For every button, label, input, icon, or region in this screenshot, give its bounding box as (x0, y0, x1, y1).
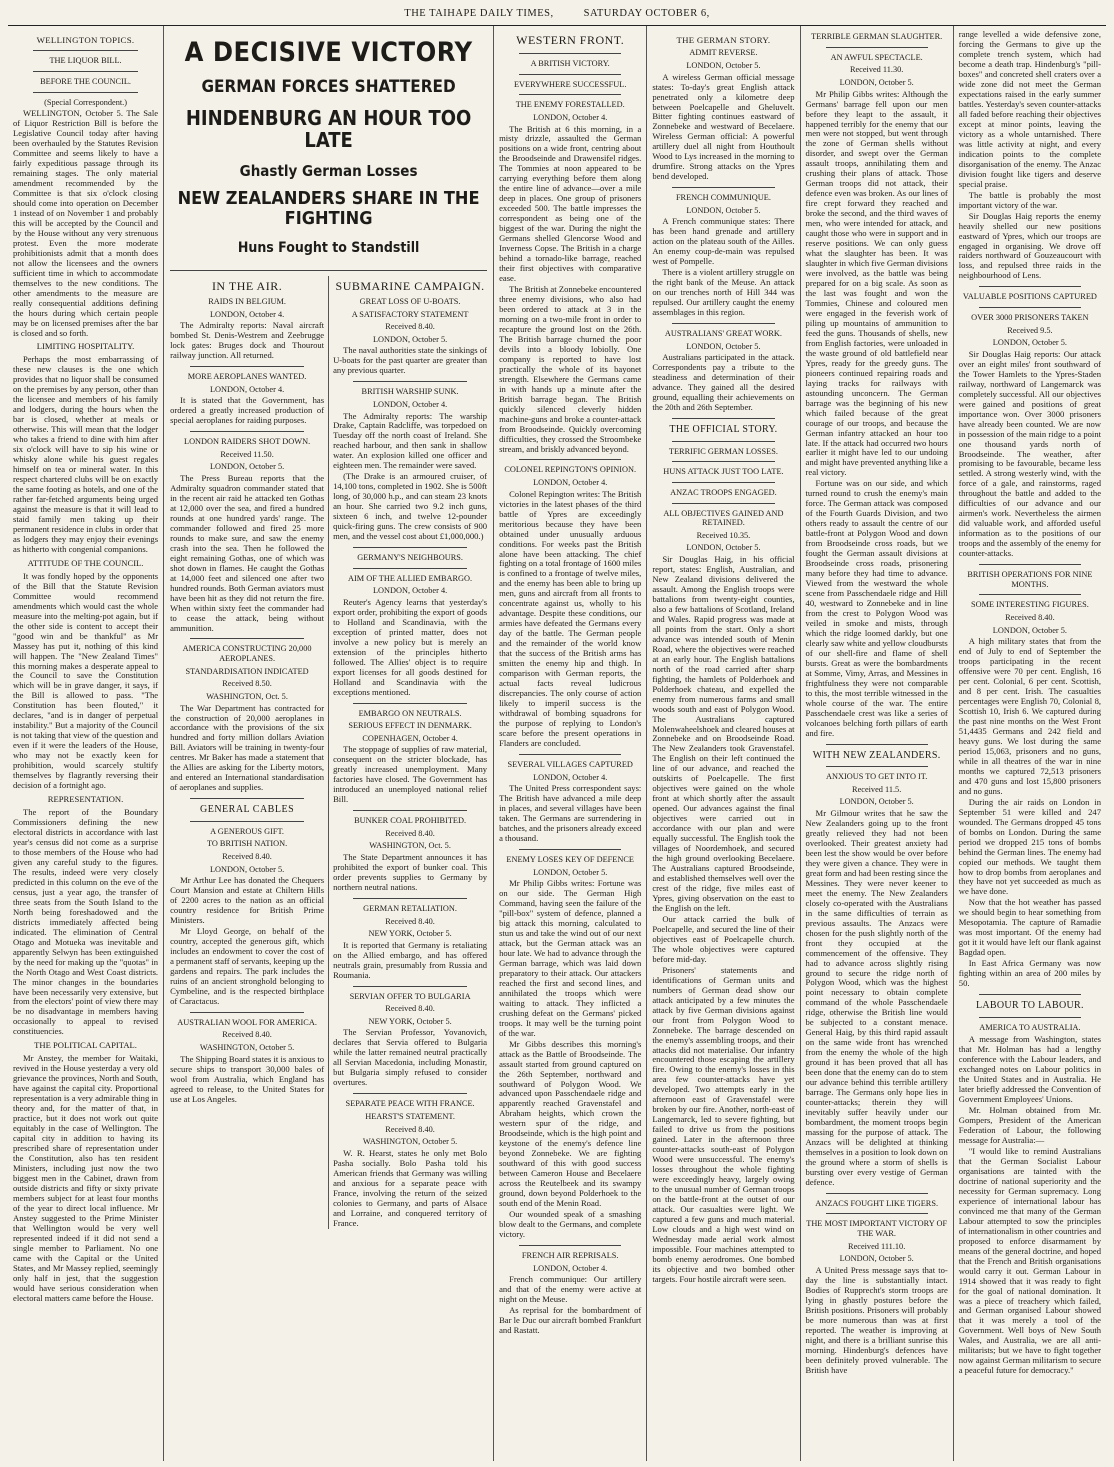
dateline: LONDON, October 4. (533, 478, 608, 488)
column-decisive-victory (164, 26, 494, 1461)
divider (672, 503, 774, 504)
divider (353, 1093, 467, 1094)
divider (353, 547, 467, 548)
divider (190, 798, 304, 799)
paragraph: Mr Philip Gibbs writes: Fortune was on our side. The German High Command, having seen the failure of the "pill-box" system of defence, planned a big attack this morning, calculated to stun us and take the wind out of our next attack, but the German attack was an hour late. We had to advance through the German barrage, which was laid down preparatory to their attack. Our attackers reached the first and second lines, and annihilated the troops which were waiting to attack. They inflicted a crushing defeat on the Germans' picked troops. It may well be the turning point of the war. (499, 878, 642, 1038)
paragraph: The Servian Professor, Yovanovich, declares that Servia offered to Bulgaria while the latter remained neutral practically all Servian Macedonia, including Monastir, but Bulgaria simply refused to consider overtures. (333, 1027, 488, 1088)
received-line: Received 8.40. (222, 1030, 272, 1040)
paragraph: (The Drake is an armoured cruiser, of 14,100 tons, completed in 1902. She is 500ft long, of 30,000 h.p., and can steam 23 knots an hour. She carried two 9.2 inch guns, sixteen 6 inch, and twelve 12-pounder quick-firing guns. The crew consists of 900 men, and the vessel cost about £1,000,000.) (333, 471, 488, 542)
divider (672, 441, 774, 442)
paragraph: It is stated that the Government, has ordered a greatly increased production of special aeroplanes for raiding purposes. (170, 395, 325, 426)
dateline: LONDON, October 5. (686, 205, 761, 215)
subheading: THE LIQUOR BILL. (49, 56, 122, 66)
received-line: Received 111.10. (848, 1241, 906, 1251)
paragraph: The Admiralty reports: Naval aircraft bombed St. Denis-Westrem and Zeebrugge lock gates: Bruges dock and Thourout railway junction. All returned. (170, 320, 325, 361)
dateline: NEW YORK, October 5. (368, 929, 452, 939)
subheading: AN AWFUL SPECTACLE. (830, 52, 923, 62)
dateline: WASHINGTON, October 5. (199, 1043, 295, 1053)
subheading: STANDARDISATION INDICATED (185, 666, 309, 676)
paragraph: Australians participated in the attack. Correspondents pay a tribute to the steadiness and determination of their advance. They gained all the desired ground, equalling their achievements on the 20th and 26th September. (652, 352, 795, 413)
subheading: LONDON RAIDERS SHOT DOWN. (184, 437, 311, 447)
subheading: AMERICA TO AUSTRALIA. (979, 1022, 1081, 1032)
subheading: SEVERAL VILLAGES CAPTURED (507, 759, 633, 769)
paragraph: In East Africa Germany was now fighting within an area of 200 miles by 50. (958, 958, 1102, 989)
divider (672, 418, 774, 419)
paragraph: Mr. Holman obtained from Mr. Gompers, President of the American Federation of Labour, the following message for Australia:— (958, 1105, 1102, 1146)
paragraph: The report of the Boundary Commissioners defining the new electoral districts in accordance with last year's census did not come as a surprise to those members of the House who had given any careful study to the figures. The results, indeed were very closely predicted in this column on the eve of the census, just a year ago, the transfer of three seats from the South Island to the North being foreshadowed and the districts immediately affected being indicated. The elimination of Central Otago and Motueka was inevitable and apparently Selwyn has been extinguished by the need for making up the "quotas" in the North Otago and West Coast districts. The minor changes in the boundaries have been necessarily very extensive, but from the electors' point of view there may be no disadvantage in members having occasionally to appeal to revised constituencies. (13, 807, 159, 1037)
paragraph: It was fondly hoped by the opponents of the Bill that the Statute Revision Committee would recommend amendments which would cast the whole measure into the melting-pot again, but if the other side is content to accept their "good win and be thankful" as Mr Massey has put it, nothing of this kind will happen. The "New Zealand Times" this morning makes a desperate appeal to the Council to save the Constitution which will be in grave danger, it says, if the Bill is allowed to pass. "The Constitution has been flouted," it declares, "and is in danger of perpetual instability." But a majority of the Council is not taking that view of the question and even if it were the leaders of the House, who may not be exactly keen for prohibition, would scarcely stultify themselves by flagrantly reversing their decision of a fortnight ago. (13, 570, 159, 791)
divider (190, 1012, 304, 1013)
paragraph: Sir Douglas Haig reports: Our attack over an eight miles' front southward of the Tower Hamlets to the Ypres-Staden railway, northward of Langemarck was completely successful. All our objectives were gained and positions of great importance won. Over 3000 prisoners have already been counted. We are now in possession of the main ridge to a point one thousand yards north of Broodseinde. The weather, after promising to be favourable, became less settled. A strong westerly wind, with the force of a gale, and rainstorms, raged throughout the battle and added to the difficulties of our advance and our airmen's work. Nevertheless the airmen did valuable work, and afforded useful information as to the positions of our troops and the assembly of the enemy for counter-attacks. (958, 348, 1102, 559)
subheading: ADMIT REVERSE. (689, 48, 758, 58)
subheading: AMERICA CONSTRUCTING 20,000 AEROPLANES. (182, 644, 312, 664)
dateline: LONDON, October 5. (209, 864, 285, 874)
divider (826, 1213, 928, 1214)
columns (8, 26, 1106, 1461)
divider (826, 47, 928, 48)
subheading: ANZAC TROOPS ENGAGED. (670, 488, 777, 497)
divider (979, 1017, 1081, 1018)
subheading: AUSTRALIAN WOOL FOR AMERICA. (177, 1017, 317, 1027)
headline-ghastly-losses: Ghastly German Losses (239, 161, 418, 180)
subheading: A BRITISH VICTORY. (530, 59, 610, 69)
section-heading: SUBMARINE CAMPAIGN. (335, 279, 485, 294)
subcolumn-air (170, 276, 329, 1229)
divider (672, 323, 774, 324)
section-heading: THE GERMAN STORY. (676, 35, 771, 46)
section-heading: WESTERN FRONT. (516, 33, 625, 48)
paragraph: Now that the hot weather has passed we should begin to hear something from Mesopotamia. The capture of Ramadie was most important. Of the enemy had got it it would have left our flank against Bagdad open. (958, 897, 1102, 958)
dateline: LONDON, October 5. (372, 334, 448, 344)
dateline: LONDON, October 5. (839, 797, 914, 807)
received-line: Received 11.5. (852, 784, 902, 794)
divider (353, 568, 467, 569)
section-heading: IN THE AIR. (211, 279, 283, 294)
dateline: LONDON, October 5. (992, 625, 1067, 635)
divider (519, 849, 621, 850)
divider (672, 187, 774, 188)
column-western-front (494, 26, 647, 1461)
dateline: LONDON, October 5. (533, 867, 608, 877)
divider (353, 381, 467, 382)
paragraph: WELLINGTON, October 5. The Sale of Liquor Restriction Bill is before the Legislative Council today after having been overhauled by the Statutes Revision Committee and seems likely to have a fairly expeditious passage through its remaining stages. The only material amendment recommended by the Committee is that six o'clock closing should come into operation on December 1 instead of on November 1 and probably this will be accepted by the Council and by the House without any very strenuous protest. Even the more moderate prohibitionists admit that a month does not allow the licensees and the owners sufficient time in which to accommodate themselves to the new conditions. The other amendments to the measure are really consequential additions defining the hours during which certain people may be on licensed premises after the bar is closed and so forth. (13, 108, 159, 338)
divider (672, 461, 774, 462)
subheading: SEPARATE PEACE WITH FRANCE. (345, 1099, 475, 1109)
received-line: Received 8.40. (385, 828, 435, 838)
subheading: TERRIBLE GERMAN SLAUGHTER. (811, 32, 943, 42)
dateline: LONDON, October 4. (209, 309, 285, 319)
divider (190, 366, 304, 367)
received-line: Received 8.40. (222, 852, 272, 862)
paragraph: A high military states that from the end of July to end of September the troops participating in the recent offensive were 70 per cent. English, 16 per cent. Colonial, 6 per cent. Scottish, and 8 per cent. Irish. The casualties percentages were English 70, Colonial 8, Scottish 10, Irish 6. We captured during the past nine months on the West Front 51,4435 Germans and 242 field and heavy guns. We lost during the same period 15,063, prisoners and no guns, while in all theatres of the war in nine months we captured 72,513 prisoners and 470 guns and lost 15,800 prisoners and no guns. (958, 636, 1102, 796)
subheading: SERVIAN OFFER TO BULGARIA (349, 991, 471, 1001)
paragraph: Sir Douglas Haig reports the enemy heavily shelled our new positions eastward of Ypres, which our troops are engaged in organising. We drove off raiders northward of Gouzeaucourt with loss, and repulsed three raids in the neighbourhood of Lens. (958, 210, 1102, 281)
paragraph: Mr Arthur Lee has donated the Chequers Court Mansion and estate at Chiltern Hills of 2200 acres to the nation as an official country residence for British Prime Ministers. (170, 875, 325, 926)
divider (190, 638, 304, 639)
dateline: LONDON, October 4. (372, 399, 448, 409)
divider (353, 703, 467, 704)
subheading: AUSTRALIANS' GREAT WORK. (664, 329, 782, 339)
subheading: SERIOUS EFFECT IN DENMARK. (348, 721, 472, 731)
divider (170, 270, 487, 271)
subheading: GREAT LOSS OF U-BOATS. (359, 296, 461, 306)
received-line: Received 9.5. (1007, 325, 1053, 335)
paragraph: The United Press correspondent says: The British have advanced a mile deep in places, and several villages have been taken. The Germans are surrendering in batches, and the prisoners already exceed a thousand. (499, 783, 642, 843)
subheading: REPRESENTATION. (47, 794, 124, 805)
subheading: ANXIOUS TO GET INTO IT. (826, 772, 928, 782)
subcolumn-submarine (329, 276, 487, 1229)
paragraph: Fortune was on our side, and which turned round to crush the enemy's main force. The German attack was composed of the Fourth Guards Division, and two others ready to assault the centre of our battle-front at Polygon Wood and down from Broodseinde cross roads, but we fought the German assault divisions at Broodseinde cross roads, prisonering many before they had time to advance. Viewed from the westward the whole scene from Passchendaele ridge and Hill 40, westward to Zonnebeke and in line from the crest to Polygon Wood was veiled in smoke and mists, through which the ridge loomed darkly, but one clearly saw white and yellow cloudbursts of our shell-fire and flame of shell bursts. Great as were the bombardments at Somme, Vimy, Arras, and Messines in frightfulness they were not comparable to this, the most terrible witnessed in the whole course of the war. The entire Passchendaele crest was like a series of volcanoes belching forth pillars of earth and fire. (805, 478, 948, 738)
subheading: BRITISH OPERATIONS FOR NINE MONTHS. (967, 570, 1093, 589)
divider (979, 994, 1081, 995)
dateline: LONDON, October 4. (372, 586, 448, 596)
received-line: Received 8.40. (385, 322, 435, 332)
paragraph: Mr Philip Gibbs writes: Although the Germans' barrage fell upon our men before they leapt to the assault, it happened terribly for the enemy that our men were not stopped, but went through the zone of German shells without disorder, and swept over the German assault troops, annihilating them and crushing their plans of attack. Those German troops did not attack, their defence even was broken. As our lines of fire crept forward they reached and broke the second, and the third waves of men, who were intended for attack, and caught those who were in support and in reserve positions. We can only guess what the slaughter has been. It was slaughter in which five German divisions were involved, as the battle was being prepared for on a big scale. As soon as the last was fought and won the Tommies, Chinese and coloured men were engaged in the feverish work of piling up mountains of ammunition to feed the guns. Thousands of shells, new from English factories, were unloaded in the waste ground of old battlefield near Ypres, ready for the greedy guns. The pioneers continued repairing roads and laying tracks for railways with astounding unconcern. The German barrage was the beginning of his new which failed because of the great courage of our troops, and because the German infantry attacked an hour too late. If the attack had occurred two hours earlier it might have led to our undoing and might have prevented anything like a real victory. (805, 88, 948, 478)
paragraph: Colonel Repington writes: The British victories in the latest phases of the third battle of Ypres are exceedingly meritorious because they have been obtained under unusually arduous conditions. For weeks past the British alone have been attacking. The chief fighting on a total frontage of 1600 miles is confined to a frontage of twelve miles, and the enemy has been able to bring up men, guns and aircraft from all fronts to concentrate against us, wholly to his advantage. Despite these conditions, our armies have defeated the Germans every day of the battle. The German people and the remainder of the world know that the success of the British arms has smitten the enemy hip and thigh. In comparison with German reports, the actual facts reveal ludicrous discrepancies. The only course of action likely to imperil success is the withdrawal of bombing squadrons for the purpose of replying to London's scare before the present operations in Flanders are concluded. (499, 488, 642, 748)
correspondent-line: (Special Correspondent.) (44, 97, 128, 107)
divider (519, 459, 621, 460)
subheading: COLONEL REPINGTON'S OPINION. (504, 465, 637, 475)
subheading: HUNS ATTACK JUST TOO LATE. (663, 467, 784, 477)
received-line: Received 8.40. (385, 1124, 435, 1134)
dateline: LONDON, October 4. (533, 772, 608, 782)
paragraph: There is a violent artillery struggle on the right bank of the Meuse. An attack on our trenches north of Hill 344 was repulsed. Our artillery caught the enemy assemblages in this region. (652, 267, 795, 318)
subheading: EMBARGO ON NEUTRALS. (358, 708, 462, 718)
headline-decisive-victory: A DECISIVE VICTORY (184, 37, 473, 69)
paragraph: Mr Lloyd George, on behalf of the country, accepted the generous gift, which includes an endowment to cover the cost of a permanent staff of servants, keeping up the gardens and repairs. The park includes the ruins of an ancient stronghold belonging to Cymbeline, and is the respected birthplace of Caractacus. (170, 926, 325, 1006)
paper-date: SATURDAY OCTOBER 6, (583, 8, 710, 19)
subheading: GERMAN RETALIATION. (363, 903, 457, 913)
subheading: BEFORE THE COUNCIL. (40, 76, 131, 86)
divider (672, 482, 774, 483)
section-heading: THE OFFICIAL STORY. (669, 424, 778, 436)
subheading: THE POLITICAL CAPITAL. (34, 1040, 137, 1051)
dateline: LONDON, October 5. (686, 60, 761, 70)
paragraph: The stoppage of supplies of raw material, consequent on the stricter blockade, has greatly increased unemployment. Many factories have closed. The Government has introduced an unemployed national relief Bill. (333, 744, 488, 805)
column-wellington-topics (8, 26, 164, 1461)
subheading: TO BRITISH NATION. (206, 839, 288, 849)
subheading: A GENEROUS GIFT. (210, 826, 284, 836)
dateline: LONDON, October 5. (839, 1254, 914, 1264)
paragraph: The British at Zonnebeke encountered three enemy divisions, who also had been ordered to attack at 3 in the morning on a two-mile front in order to recapture the ground lost on the 26th. The British barrage churned the poor devils into a bloody lobiolly. One company is reported to have lost practically the whole of its bayonet strength. Elsewhere the Germans came in with hands up a minute after the British barrage began. The British quickly silenced cleverly hidden machine-guns and broke a counter-attack from Broodseinde. Quickly overcoming difficulties, they crossed the Stroombeke stream, and briskly advanced beyond. (499, 284, 642, 454)
received-line: Received 11.30. (849, 65, 904, 75)
dateline: WASHINGTON, October 5. (362, 1137, 458, 1147)
paragraph: Sir Douglas Haig, in his official report, states: English, Australian, and New Zealand divisions delivered the assault. Among the English troops were battalions from twenty-eight counties, also a few battalions of Scotland, Ireland and Wales. Rapid progress was made at all points from the start. Only a short advance was intended south of Menin Road, where the objectives were reached at an early hour. The English battalions north of the road carried after sharp fighting, the hamlets of Polderhoek and Polderhoek chateau, and expelled the enemy from numerous farms and small woods south and east of Polygon Wood. The Australians captured Molenwaheelshoek and cleared houses at Zonnebeke and on Broodseinde Road. The New Zealanders took Gravenstafel. The English on their left continued the line of our advance, and reached the outskirts of Poelcapelle. The first objectives were gained on the whole front at which shortly after the assault opened. Our advances against the final objectives were carried out in accordance with our plan and were equally successful. The English took the villages of Noordemhoek, and secured the high ground overlooking Becelaere. The Australians captured Broodseinde, and established themselves well over the crest of the ridge, five miles east of Ypres, giving observation on the east to the English on the left. (652, 554, 795, 913)
paragraph: French communique: Our artillery and that of the enemy were active at night on the Meuse. (499, 1274, 642, 1305)
subheading: BUNKER COAL PROHIBITED. (354, 816, 467, 826)
paragraph: Our attack carried the bulk of Poelcapelle, and secured the line of their objectives east of Poelcapelle church. The whole objectives were captured before mid-day. (652, 913, 795, 964)
divider (979, 564, 1081, 565)
divider (826, 744, 928, 745)
subheading: THE ENEMY FORESTALLED. (515, 100, 625, 110)
divider (979, 307, 1081, 308)
divider (353, 986, 467, 987)
paragraph: Reuter's Agency learns that yesterday's export order, prohibiting the export of goods to Holland and Scandinavia, with the exception of printed matter, does not involve a new policy but is merely an extension of the principles hitherto followed. The Allies' object is to require export licenses for all goods destined for Holland and Scandinavia with the exceptions mentioned. (333, 596, 488, 697)
divider (190, 431, 304, 432)
dateline: WASHINGTON, Oct. 5. (206, 691, 288, 701)
paragraph: W. R. Hearst, states he only met Bolo Pasha socially. Bolo Pasha told his American friends that Germany was willing and anxious for a separate peace with France, involving the return of the seized colonies to Germany, and parts of Alsace and Lorraine, and conquered territory of France. (333, 1147, 488, 1228)
paper-name: THE TAIHAPE DAILY TIMES, (404, 8, 554, 19)
column-german-story (647, 26, 800, 1461)
divider (979, 594, 1081, 595)
subheading: LIMITING HOSPITALITY. (36, 341, 135, 352)
paragraph: The British at 6 this morning, in a misty drizzle, assaulted the German positions on a wide front, centring about the Broodseinde and Drawensifel ridges. The Tommies at noon appeared to be carrying everything before them along the entire line of advance—over a mile deep in places. One group of prisoners exceeded 500. The battle impresses the correspondent as being one of the biggest of the war. During the night the Germans shelled Glencorse Wood and Inverness Copse. The British in a charge behind a tornado-like barrage, reached their first objectives with comparative ease. (499, 123, 642, 284)
divider (519, 1245, 621, 1246)
divider (826, 1193, 928, 1194)
section-heading: LABOUR TO LABOUR. (976, 1000, 1084, 1012)
paragraph: It is reported that Germany is retaliating on the Allied embargo, and has offered neutrals grain, presumably from Russia and Roumania. (333, 939, 488, 980)
subheading: A SATISFACTORY STATEMENT (351, 309, 469, 319)
paragraph: The War Department has contracted for the construction of 20,000 aeroplanes in accordance with the provisions of the six hundred and forty million dollars Aviation Bill. Aviators will be training in twenty-four centres. Mr Baker has made a statement that the Allies are asking for the Liberty motors, and entered an International standardisation of aeroplanes and supplies. (170, 702, 325, 793)
subheading: FRENCH AIR REPRISALS. (521, 1251, 619, 1261)
paragraph: Mr Gibbs describes this morning's attack as the Battle of Broodseinde. The assault started from ground captured on the 26th September, northward and southward of Polygon Wood. We advanced upon Passchendaele ridge and apparently reached Gravenstafel and Abraham heights, which crown the western spur of the ridge, and Broodseinde, which is the high point and keystone of the enemy's defence line beyond Zonnebeke. We are fighting southward of this with good success between Cameron House and Becelaere across the Reutelbeek and its swampy ground, down beyond Polderhoek to the south end of the Menin Road. (499, 1038, 642, 1209)
section-heading: WELLINGTON TOPICS. (36, 35, 135, 46)
paragraph: Perhaps the most embarrassing of these new clauses is the one which provides that no liquor shall be consumed on the premises by any person, other than the licensee and members of his family and lodgers, during the hours when the bar is closed, whether at meals or otherwise. This will mean that the lodger who takes a friend to dine with him after six o'clock will have to sip his wine or whisky alone while his guest regales himself on tea or mineral water. In this respect chartered clubs will be on exactly the same footing as hotels, and one of the rather far-fetched arguments being urged against the measure is that it will lead to staid family men taking up their permanent residence in clubs in order that as lodgers they may enjoy their evenings as hitherto with congenial companions. (13, 354, 159, 554)
received-line: Received 11.50. (220, 449, 274, 459)
subheading: GERMANY'S NEIGHBOURS. (357, 553, 463, 563)
dateline: LONDON, October 5. (686, 543, 761, 553)
dateline: LONDON, October 5. (686, 341, 761, 351)
divider (519, 53, 621, 54)
subheading: BRITISH WARSHIP SUNK. (361, 387, 459, 397)
received-line: Received 8.50. (222, 679, 272, 689)
column-haig-report (954, 26, 1106, 1461)
headline-huns-fought: Huns Fought to Standstill (237, 239, 420, 256)
divider (353, 898, 467, 899)
paragraph: As reprisal for the bombardment of Bar le Duc our aircraft bombed Frankfurt and Rastatt. (499, 1305, 642, 1336)
paragraph: Mr Gilmour writes that he saw the New Zealanders going up to the front greatly relieved they had not been overlooked. Their greatest anxiety had been lest the show would be over before they were given a chance. They were in great form and had been resting since the Messines. They were never keener to meet the enemy. The New Zealanders closely co-operated with the Australians in the same difficulties of terrain as previous assaults. The Anzacs were chosen for the push slightly north of the front they occupied at the commencement of the offensive. They had to advance across slightly rising ground to secure the ridge north of Polygon Wood, which was the highest point necessary to obtain complete command of the whole Passchendaele ridge, otherwise the British line would be subjected to a constant menace. General Haig, by this third rapid assault on the same wide front has wrenched from the enemy the whole of the high ground it has been proved that all has been done that the enemy can do to stem our advance behind this terrible artillery barrage. The Germans only hope lies in counter-attacks; therein they will inevitably suffer heavily under our bombardment, the moment troops begin massing for the purpose of attack. The Anzacs will be delighted at thinking themselves in a position to look down on the ground where a storm of shells is bursting over every vestige of German defence. (805, 808, 948, 1187)
subheading: HEARST'S STATEMENT. (365, 1111, 455, 1121)
divider (979, 286, 1081, 287)
paragraph: The Press Bureau reports that the Admiralty squadron commander stated that in the recent air raid he attacked ten Gothas at 12,000 over the sea, and fired a hundred rounds at one hundred yards' range. The commander followed and fired 25 more rounds to make sure, and saw the enemy crash into the sea. Then he followed the eight remaining Gothas, one of which was shot down in flames. He caught the Gothas at 14,000 feet and silenced one after two hundred rounds. Both German aviators must have been hit as they did not return the fire. When within sixty feet the commander had to cease the attack, being without ammunition. (170, 472, 325, 633)
section-heading: GENERAL CABLES (200, 804, 295, 816)
received-line: Received 8.40. (1005, 613, 1055, 622)
dateline: NEW YORK, October 5. (368, 1016, 452, 1026)
subheading: ATTITUDE OF THE COUNCIL. (27, 557, 144, 568)
subheading: MORE AEROPLANES WANTED. (187, 372, 307, 382)
divider (33, 50, 138, 51)
subheading: THE MOST IMPORTANT VICTORY OF THE WAR. (806, 1219, 948, 1239)
subheading: ANZACS FOUGHT LIKE TIGERS. (815, 1198, 939, 1208)
dateline: LONDON, October 4. (533, 112, 608, 122)
dateline: WASHINGTON, Oct. 5. (369, 841, 451, 851)
paragraph: Our wounded speak of a smashing blow dealt to the Germans, and complete victory. (499, 1209, 642, 1240)
subheading: OVER 3000 PRISONERS TAKEN (971, 313, 1089, 322)
divider (519, 754, 621, 755)
dateline: LONDON, October 4. (533, 1263, 608, 1273)
subcolumns (170, 276, 487, 1229)
subheading: SOME INTERESTING FIGURES. (971, 600, 1089, 610)
subheading: FRENCH COMMUNIQUE. (675, 193, 771, 203)
paragraph: The Shipping Board states it is anxious to secure ships to transport 30,000 bales of wool from Australia, which England has agreed to release, to the United States for use at Los Angeles. (170, 1053, 325, 1104)
paragraph: Mr Anstey, the member for Waitaki, revived in the House yesterday a very old grievance the provinces, North and South, have against the capital city. Proportional representation is a very admirable thing in theory and, for the matter of that, in practice, but it does not work out quite equitably in the case of Wellington. The capital city in addition to having its prescribed share of representation under the Constitution, also has ten resident Ministers, including just now the two biggest men in the Cabinet, drawn from outside districts and fifty or sixty private members subject for at least four months of the year to direct local influence. Mr Anstey suggested to the Prime Minister that Wellington would be very well represented indeed if it did not send a single member to Parliament. No one came with the Capital or the United States, and Mr Massey replied, seemingly only half in jest, that the suggestion would have serious consideration when electoral matters came before the House. (13, 1053, 159, 1303)
headline-new-zealanders: NEW ZEALANDERS SHARE IN THE FIGHTING (177, 188, 480, 229)
paragraph: The State Department announces it has prohibited the export of bunker coal. This order prevents supplies to Germany by northern neutral nations. (333, 852, 488, 892)
section-heading: WITH NEW ZEALANDERS. (812, 749, 941, 761)
paragraph: A message from Washington, states that Mr. Holman has had a lengthy conference with the Labour leaders, and exchanged notes on Labour politics in the United States and in Australia. He later briefly addressed the Convention of Government Employees' Unions. (958, 1034, 1102, 1105)
paragraph: During the air raids on London in September 51 were killed and 247 wounded. The Germans dropped 45 tons of bombs on London. During the same period we dropped 215 tons of bombs behind the German lines. The enemy had copied our methods. We taught them how to drop bombs from aeroplanes and they have not yet succeeded as much as we have done. (958, 796, 1102, 897)
received-line: Received 10.35. (696, 530, 751, 540)
received-line: Received 8.40. (385, 1004, 435, 1014)
subheading: TERRIFIC GERMAN LOSSES. (668, 446, 778, 456)
dateline: COPENHAGEN, October 4. (362, 733, 458, 743)
divider (353, 810, 467, 811)
divider (33, 92, 138, 93)
subheading: RAIDS IN BELGIUM. (208, 296, 286, 306)
divider (519, 74, 621, 75)
received-line: Received 8.40. (385, 916, 435, 926)
divider (33, 71, 138, 72)
paragraph: A wireless German official message states: To-day's great English attack penetrated only a kilometre deep between Poelcapelle and Gheluvelt. Bitter fighting continues eastward of Zonnebeke and westward of Becelaere. Wireless German official: A powerful artillery duel all night from Houthoult Wood to Lys increased in the morning to drumfire. Strong attacks on the Ypres bend developed. (652, 71, 795, 182)
divider (519, 94, 621, 95)
divider (190, 821, 304, 822)
paragraph: The Admiralty reports: The warship Drake, Captain Radcliffe, was torpedoed on Tuesday off the north coast of Ireland. She reached harbour, and then sank in shallow water. An explosion killed one officer and eighteen men. The remainder were saved. (333, 410, 488, 471)
paragraph: A French communique states: There has been hand grenade and artillery action on the plateau south of the Ailles. An enemy coup-de-main was repulsed west of Pompelle. (652, 216, 795, 267)
paragraph: The battle is probably the most important victory of the war. (958, 189, 1102, 210)
subheading: ENEMY LOSES KEY OF DEFENCE (506, 854, 634, 864)
dateline: LONDON, October 5. (209, 462, 285, 472)
paragraph: Prisoners' statements and identifications of German units and numbers of German dead show our attack anticipated by a few minutes the attack by five German divisions against our front from Polygon Wood to Zonnebeke. The barrage descended on the enemy's assembling troops, and their attacks did not materialise. Our infantry encountered those escaping the artillery fire. Owing to the enemy's losses in this area few counter-attacks have yet developed. Two attempts early in the afternoon east of Gravenstafel were broken by our fire. Another, north-east of Langemarck, led to severe fighting, but failed to drive us from the positions gained. Later in the afternoon three counter-attacks south-east of Polygon Wood were unsuccessful. The enemy's losses throughout the whole fighting were exceedingly heavy, largely owing to the unusual number of German troops on the battle-front at the outset of our attack. Our casualties were light. We captured a few guns and much material. Low clouds and a high west wind on Wednesday made aerial work almost impossible. Four machines attempted to bomb enemy aerodromes. One bombed its objective and two bombed other targets. Four hostile aircraft were seen. (652, 964, 795, 1284)
subheading: EVERYWHERE SUCCESSFUL. (513, 79, 627, 89)
dateline: LONDON, October 5. (839, 78, 914, 87)
paragraph: The naval authorities state the sinkings of U-boats for the past quarter are greater than any previous quarter. (333, 345, 488, 376)
divider (826, 766, 928, 767)
dateline: LONDON, October 4. (209, 384, 285, 394)
headline-forces-shattered: GERMAN FORCES SHATTERED (201, 76, 456, 97)
subheading: ALL OBJECTIVES GAINED AND RETAINED. (663, 508, 784, 528)
headline-hindenburg: HINDENBURG AN HOUR TOO LATE (185, 105, 472, 152)
paragraph: A United Press message says that to-day the line is substantially intact. Bodies of Rupprecht's storm troops are lying in ghastly postures before the British positions. Prisoners will probably be more numerous than was at first reported. The weather is improving at night, and there is a brilliant sunrise this morning. Hindenburg's defences have been definitely proved vulnerable. The British have (805, 1264, 948, 1375)
dateline: LONDON, October 5. (992, 338, 1067, 348)
paragraph: range levelled a wide defensive zone, forcing the Germans to give up the complete trench system, which had become a death trap. Hindenburg's "pill-boxes" and concreted shell craters over a wide zone did not meet the German expectations raised in the early summer battles. Yesterday's seven counter-attacks all faded before reaching their objectives except at minor points, leaving the victory as a whole untarnished. There was little activity at night, and every indication points to the complete disorganisation of the enemy. The Anzac division fought like tigers and deserve special praise. (958, 29, 1102, 189)
subheading: AIM OF THE ALLIED EMBARGO. (348, 573, 473, 583)
column-german-slaughter (801, 26, 954, 1461)
subheading: VALUABLE POSITIONS CAPTURED (962, 292, 1097, 302)
paragraph: "I would like to remind Australians that the German Socialist Labour organisations are tainted with the doctrine of national superiority and the necessity for German supremacy. Long experience of international labour has convinced me that many of the German Labour attempted to sow the principles of internationalism in other countries and proposed to enforce disarmament by means of the general doctrine, and hoped that the French and British organisations would carry it out. German Labour in 1914 showed that it was ready to fight for the goal of national domination. It was a piece of treachery which failed, and German organised Labour showed that it was merely a tool of the Government. Well boys of New South Wales, and Australia, we are all anti-militarists; but we have to fight together now against German militarism to secure a peaceful future for democracy." (958, 1145, 1102, 1376)
masthead (8, 6, 1106, 26)
